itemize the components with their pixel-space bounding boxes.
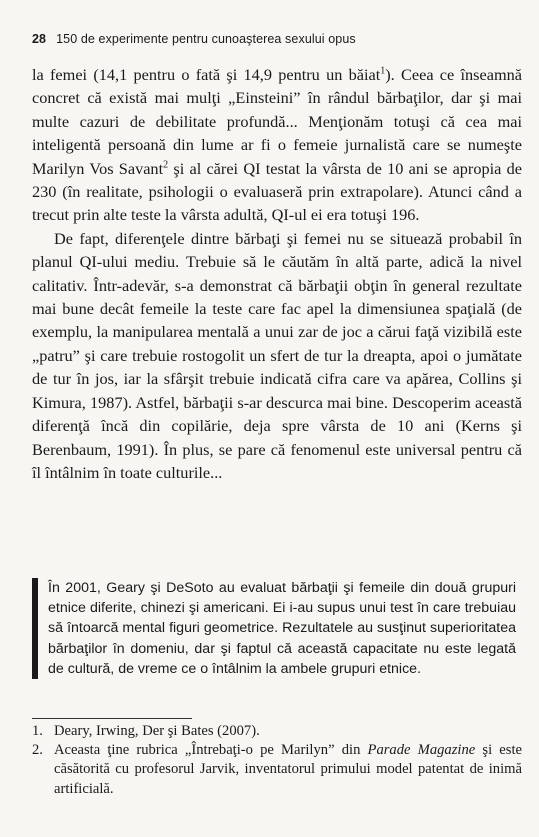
footnote-2-number: 2.	[32, 742, 43, 759]
paragraph-1	[32, 63, 522, 227]
footnote-divider	[32, 718, 192, 719]
paragraph-2: De fapt, diferenţele dintre bărbaţi şi femei nu se situează probabil în planul QI-ului mediu. Trebuie să le căutăm în altă parte, adică la nivel calitativ. Într-adevăr, s-a demonstrat că bărbaţii obţin în general rezultate mai bune decât femeile la teste care fac apel la dimensiunea spaţială (de exemplu, la manipularea mentală a unui zar de joc a cărui faţă vizibilă este „patru” şi care trebuie rostogolit un sfert de tur la dreapta, apoi o jumătate de tur în jos, iar la sfârşit trebuie indicată cifra care va apărea, Collins şi Kimura, 1987). Astfel, bărbaţii s-ar descurca mai bine. Descoperim această diferenţă încă din copilărie, deja spre vârsta de 10 ani (Kerns şi Berenbaum, 1991). În plus, se pare că fenomenul este universal pentru că îl întâlnim în toate culturile...	[32, 228, 522, 482]
footnote-1-text: Deary, Irwing, Der şi Bates (2007).	[54, 723, 260, 739]
footnote-ref-2: 2	[163, 159, 169, 171]
sidebar-box-text: În 2001, Geary şi DeSoto au evaluat bărbaţii şi femeile din două grupuri etnice diferite, chinezi şi americani. Ei i-au supus unui test în care trebuiau să întoarcă mental figuri geometrice. Rezultatele au susţinut superioritatea bărbaţilor în domeniu, dar şi faptul că această capacitate nu este legată de cultură, de vreme ce o întâlnim la ambele grupuri etnice.	[48, 580, 516, 677]
footnote-1-number: 1.	[32, 723, 43, 739]
sidebar-box	[32, 578, 516, 679]
paragraph-1-part-c: şi al cărei QI testat la vârsta de 10 ani se apropia de 230 (în realitate, psihologii o evaluaseră prin extrapolare). Atunci când a trecut prin alte teste la vârsta adultă, QI-ul ei era totuşi 196.	[32, 158, 522, 225]
footnote-2-magazine: Parade Magazine	[367, 742, 476, 759]
running-header	[32, 32, 356, 46]
page-number: 28	[32, 32, 47, 46]
footnotes	[32, 722, 522, 799]
paragraph-1-part-a: la femei (14,1 pentru o fată şi 14,9 pentru un băiat	[32, 65, 381, 84]
footnote-2-part-b: şi este căsătorită cu profesorul Jarvik, inventatorul primului model patentat de inimă artificială.	[54, 742, 522, 797]
main-text	[32, 63, 522, 484]
footnote-2-text	[54, 741, 522, 799]
footnote-2	[32, 741, 522, 799]
book-title: 150 de experimente pentru cunoaşterea sexului opus	[56, 32, 356, 46]
footnote-ref-1: 1	[380, 65, 386, 77]
paragraph-1-part-b: ). Ceea ce înseamnă concret că există mai mulţi „Einsteini” în rândul bărbaţilor, dar şi mai multe cazuri de debilitate profundă... Menţionăm totuşi că cea mai inteligentă persoană din lume ar fi o femeie jurnalistă care se numeşte Marilyn Vos Savant	[32, 65, 522, 178]
footnote-2-part-a: Aceasta ţine rubrica „Întrebaţi-o pe Marilyn” din	[54, 742, 368, 759]
footnote-1	[32, 722, 522, 741]
